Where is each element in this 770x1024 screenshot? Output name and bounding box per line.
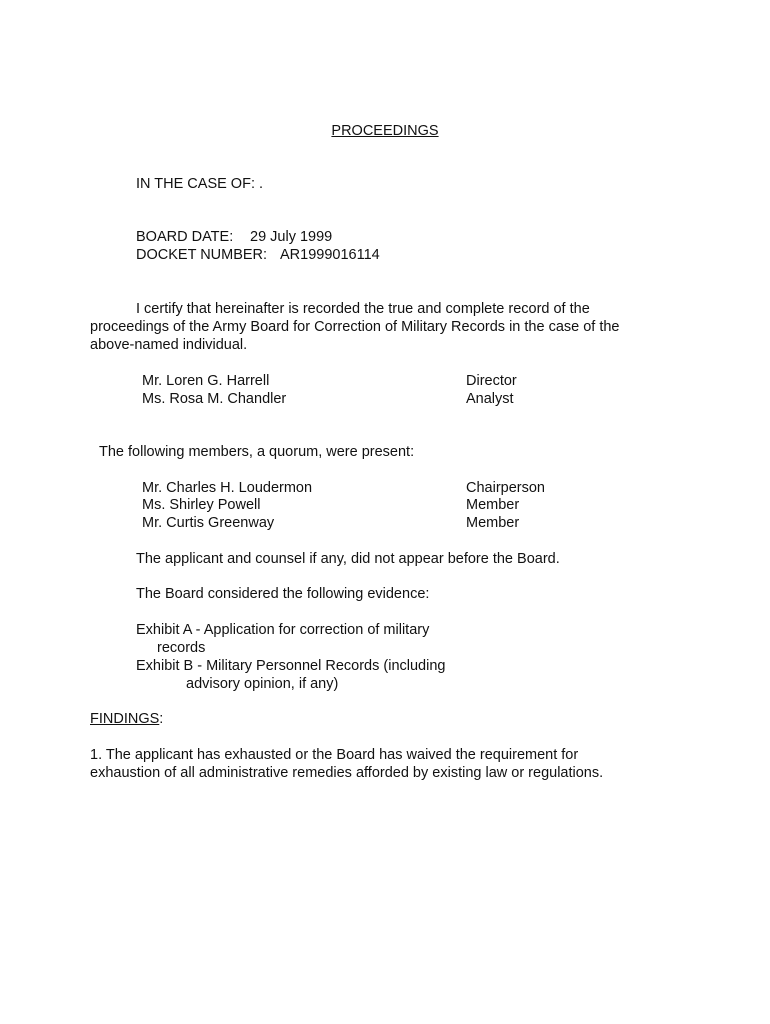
board-date-value: 29 July 1999 [250, 229, 333, 245]
member-name-3: Mr. Curtis Greenway [142, 515, 275, 531]
exhibit-a-line-1: Exhibit A - Application for correction of military [136, 622, 430, 638]
member-name-2: Ms. Shirley Powell [142, 497, 261, 513]
member-role-1: Chairperson [466, 480, 545, 496]
certify-line-3: above-named individual. [90, 337, 248, 353]
finding-1-line-1: 1. The applicant has exhausted or the Board has waived the requirement for [90, 747, 579, 763]
docket-number-label: DOCKET NUMBER: [136, 247, 268, 263]
case-line: IN THE CASE OF: . [136, 176, 264, 192]
findings-heading [90, 710, 163, 728]
staff-role-1: Director [466, 373, 517, 389]
staff-role-2: Analyst [466, 391, 514, 407]
certify-line-2: proceedings of the Army Board for Correction of Military Records in the case of the [90, 319, 620, 335]
exhibit-b-line-2: advisory opinion, if any) [186, 676, 339, 692]
member-role-2: Member [466, 497, 520, 513]
exhibit-a-line-2: records [157, 640, 206, 656]
exhibit-b-line-1: Exhibit B - Military Personnel Records (including [136, 658, 446, 674]
member-name-1: Mr. Charles H. Loudermon [142, 480, 313, 496]
finding-1-line-2: exhaustion of all administrative remedies afforded by existing law or regulations. [90, 765, 604, 781]
findings-heading-colon: : [159, 711, 164, 727]
evidence-intro: The Board considered the following evidence: [136, 586, 430, 602]
docket-number-value: AR1999016114 [280, 247, 380, 263]
findings-heading-text: FINDINGS [90, 711, 160, 727]
document-title: PROCEEDINGS [331, 123, 439, 139]
board-date-label: BOARD DATE: [136, 229, 234, 245]
certify-line-1: I certify that hereinafter is recorded the true and complete record of the [136, 301, 590, 317]
staff-name-1: Mr. Loren G. Harrell [142, 373, 270, 389]
quorum-text: The following members, a quorum, were present: [99, 444, 415, 460]
member-role-3: Member [466, 515, 520, 531]
staff-name-2: Ms. Rosa M. Chandler [142, 391, 287, 407]
appearance-text: The applicant and counsel if any, did not appear before the Board. [136, 551, 560, 567]
